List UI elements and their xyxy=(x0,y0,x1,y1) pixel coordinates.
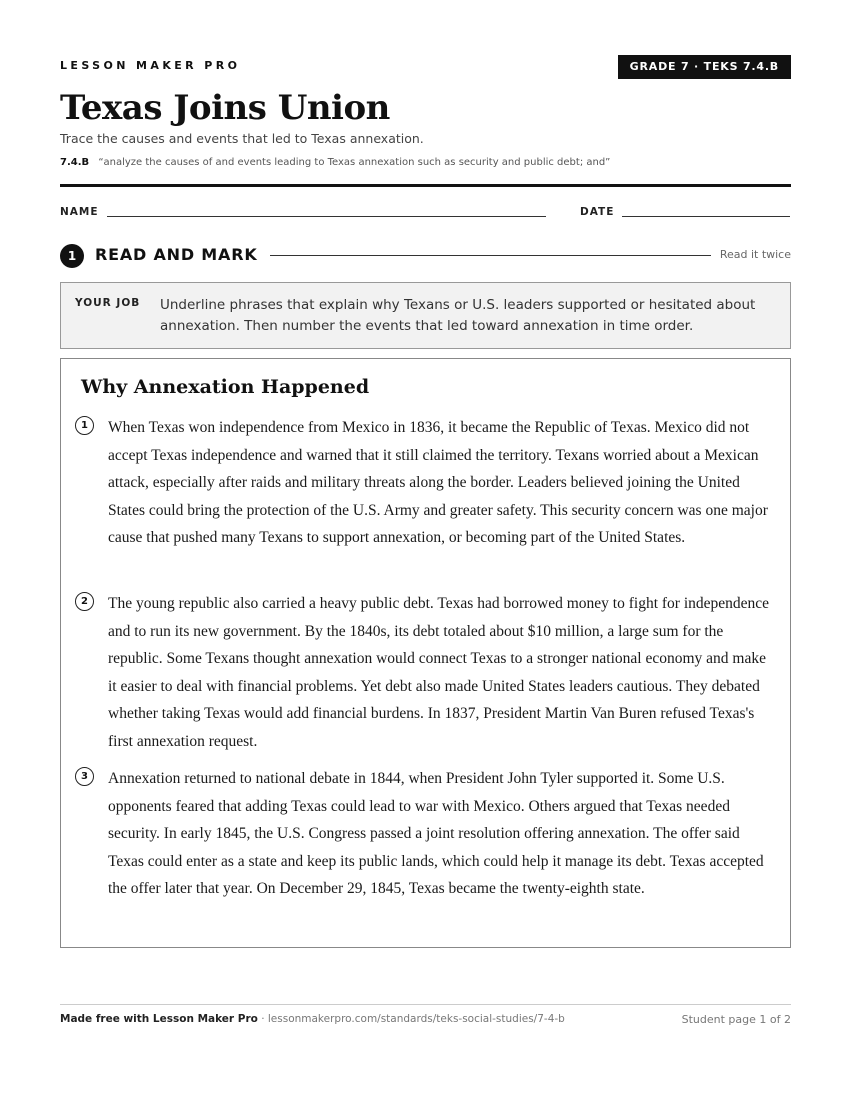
section-number-badge: 1 xyxy=(60,244,84,268)
job-instructions-box xyxy=(60,282,791,349)
job-label: YOUR JOB xyxy=(75,297,141,309)
brand-name: LESSON MAKER PRO xyxy=(60,59,241,72)
passage-title: Why Annexation Happened xyxy=(81,376,370,398)
job-text: Underline phrases that explain why Texans or U.S. leaders supported or hesitated about annexation. Then number the events that led toward annexation in time order. xyxy=(160,297,756,334)
paragraph-number: 3 xyxy=(75,767,94,786)
paragraph-text: When Texas won independence from Mexico in 1836, it became the Republic of Texas. Mexico did not accept Texas independence and warned that it still claimed the territory. Texans worried about a Mexican attack, especially after raids and military threats along the border. Leaders believed joining the United States could bring the protection of the U.S. Army and greater safety. This security concern was one major cause that pushed many Texans to support annexation, or becoming part of the United States. xyxy=(108,419,768,546)
date-label: DATE xyxy=(580,206,615,218)
section-note: Read it twice xyxy=(719,248,791,261)
standard-code: 7.4.B xyxy=(60,157,90,168)
header-divider xyxy=(60,184,791,187)
page-indicator: Student page 1 of 2 xyxy=(681,1013,791,1026)
footer-url: · lessonmakerpro.com/standards/teks-social-studies/7-4-b xyxy=(257,1013,565,1025)
name-label: NAME xyxy=(60,206,99,218)
footer-divider xyxy=(60,1004,791,1005)
paragraph-number: 1 xyxy=(75,416,94,435)
standard-line xyxy=(60,157,610,168)
paragraph-number: 2 xyxy=(75,592,94,611)
grade-standard-badge: GRADE 7 · TEKS 7.4.B xyxy=(618,55,791,79)
reading-passage xyxy=(60,358,791,948)
page-title: Texas Joins Union xyxy=(60,88,390,128)
page-subtitle: Trace the causes and events that led to Texas annexation. xyxy=(60,131,424,146)
worksheet-page xyxy=(60,0,791,1100)
footer-credit xyxy=(60,1013,565,1025)
section-divider xyxy=(270,255,711,256)
name-field[interactable] xyxy=(107,216,546,217)
section-header xyxy=(60,243,791,267)
date-field[interactable] xyxy=(622,216,790,217)
footer-made-by: Made free with Lesson Maker Pro xyxy=(60,1013,258,1025)
paragraph-text: The young republic also carried a heavy public debt. Texas had borrowed money to fight for independence and to run its new government. By the 1840s, its debt totaled about $10 million, a large sum for the republic. Some Texans thought annexation would connect Texas to a stronger national economy and make it easier to deal with financial problems. Yet debt also made United States leaders cautious. They debated whether taking Texas would add financial burdens. In 1837, President Martin Van Buren refused Texas's first annexation request. xyxy=(108,595,770,750)
standard-text: “analyze the causes of and events leading to Texas annexation such as security and public debt; and” xyxy=(98,157,611,168)
paragraph-text: Annexation returned to national debate in 1844, when President John Tyler supported it. Some U.S. opponents feared that adding Texas could lead to war with Mexico. Others argued that Texas needed security. In early 1845, the U.S. Congress passed a joint resolution offering annexation. The offer said Texas could enter as a state and keep its public lands, which could help it manage its debt. Texas accepted the offer later that year. On December 29, 1845, Texas became the twenty-eighth state. xyxy=(108,770,764,897)
section-title: READ AND MARK xyxy=(95,245,258,264)
name-date-row xyxy=(60,204,791,220)
top-bar xyxy=(60,55,791,79)
